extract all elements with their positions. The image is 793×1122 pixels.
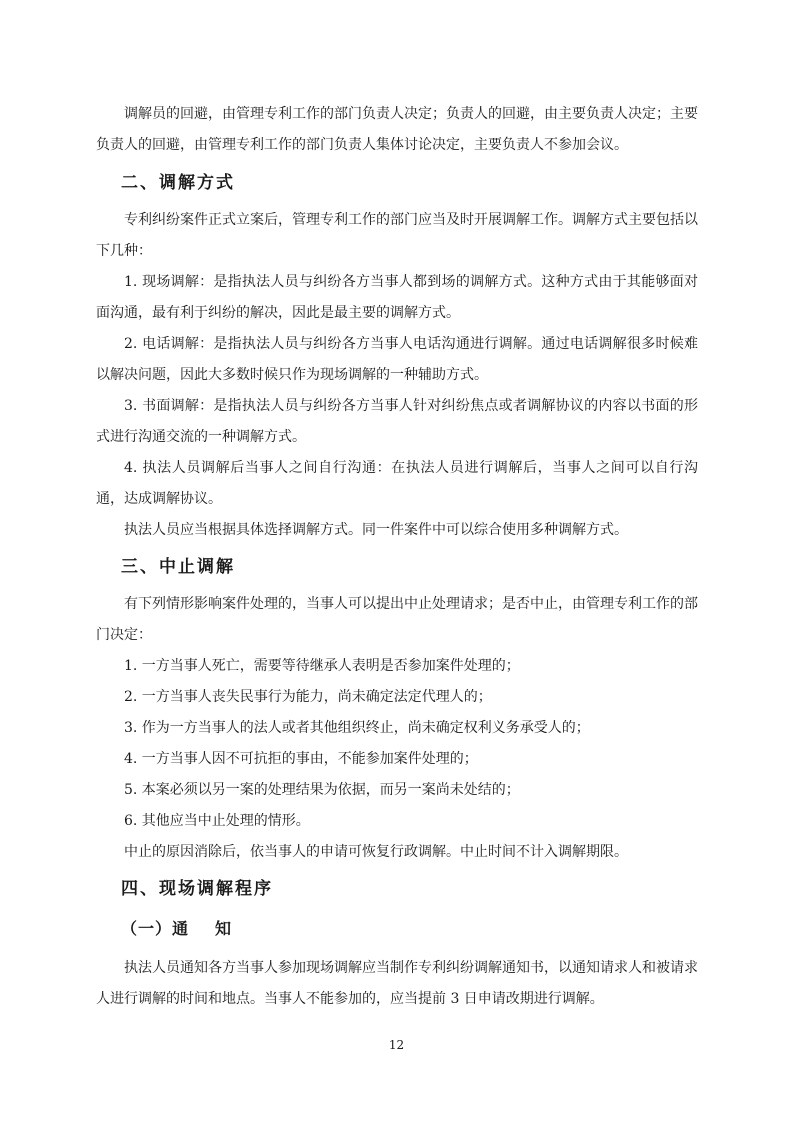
subsection-heading-notice (121, 917, 232, 941)
paragraph: 执法人员通知各方当事人参加现场调解应当制作专利纠纷调解通知书，以通知请求人和被请求人进行调解的时间和地点。当事人不能参加的，应当提前 3 日申请改期进行调解。 (96, 960, 698, 1007)
subsection-label-a: （一）通 (121, 919, 190, 938)
intro-paragraph: 调解员的回避，由管理专利工作的部门负责人决定；负责人的回避，由主要负责人决定；主要负责人的回避，由管理专利工作的部门负责人集体讨论决定，主要负责人不参加会议。 (96, 106, 698, 153)
paragraph: 专利纠纷案件正式立案后，管理专利工作的部门应当及时开展调解工作。调解方式主要包括以下几种： (96, 212, 698, 259)
list-item: 4. 一方当事人因不可抗拒的事由，不能参加案件处理的； (124, 751, 478, 767)
section-heading-suspension: 三、中止调解 (121, 557, 235, 577)
section-heading-mediation-methods: 二、调解方式 (121, 173, 235, 193)
page-number: 12 (388, 1038, 405, 1052)
subsection-label-b: 知 (215, 919, 233, 938)
paragraph: 有下列情形影响案件处理的，当事人可以提出中止处理请求；是否中止，由管理专利工作的部门决定： (96, 596, 698, 643)
list-item: 5. 本案必须以另一案的处理结果为依据，而另一案尚未处结的； (124, 782, 520, 798)
list-item: 3. 书面调解：是指执法人员与纠纷各方当事人针对纠纷焦点或者调解协议的内容以书面的形式进行沟通交流的一种调解方式。 (96, 398, 698, 445)
paragraph: 中止的原因消除后，依当事人的申请可恢复行政调解。中止时间不计入调解期限。 (124, 844, 628, 860)
list-item: 2. 一方当事人丧失民事行为能力，尚未确定法定代理人的； (124, 689, 492, 705)
list-item: 4. 执法人员调解后当事人之间自行沟通：在执法人员进行调解后，当事人之间可以自行沟通，达成调解协议。 (96, 460, 698, 507)
list-item: 3. 作为一方当事人的法人或者其他组织终止，尚未确定权利义务承受人的； (124, 720, 590, 736)
list-item: 6. 其他应当中止处理的情形。 (124, 813, 310, 829)
list-item: 2. 电话调解：是指执法人员与纠纷各方当事人电话沟通进行调解。通过电话调解很多时候难以解决问题，因此大多数时候只作为现场调解的一种辅助方式。 (96, 336, 698, 383)
section-heading-onsite-procedure: 四、现场调解程序 (121, 879, 273, 899)
list-item: 1. 一方当事人死亡，需要等待继承人表明是否参加案件处理的； (124, 658, 520, 674)
paragraph: 执法人员应当根据具体选择调解方式。同一件案件中可以综合使用多种调解方式。 (124, 522, 628, 538)
list-item: 1. 现场调解：是指执法人员与纠纷各方当事人都到场的调解方式。这种方式由于其能够面对面沟通，最有利于纠纷的解决，因此是最主要的调解方式。 (96, 274, 698, 321)
